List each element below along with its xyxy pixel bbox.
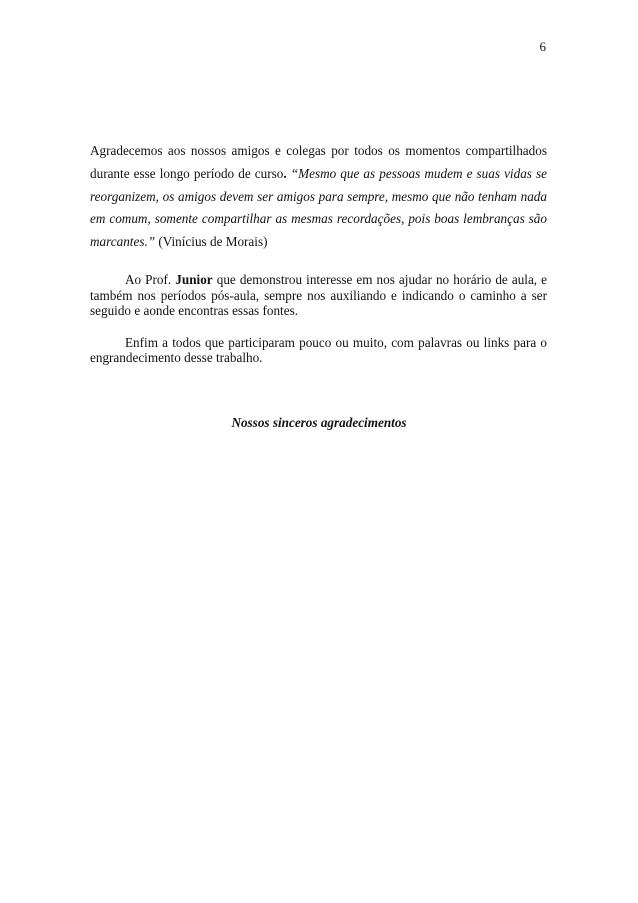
professor-name: Junior [175,271,213,287]
page-number: 6 [539,39,546,54]
acknowledgement-paragraph-friends [90,140,547,254]
acknowledgement-paragraph-professor [90,272,547,319]
vinicius-quote: “Mesmo que as pessoas mudem e suas vidas se reorganizem, os amigos devem ser amigos para sempre, mesmo que não tenham nada em comum, somente compartilhar as mesmas recordações, pois boas lembranças são marcantes.” [90,165,548,250]
professor-text: que demonstrou interesse em nos ajudar no horário de aula, e também nos períodos pós-aula, sempre nos auxiliando e indicando o caminho a ser seguido e aonde encontras essas fontes. [90,271,548,319]
acknowledgements-body [90,140,547,366]
quote-author: (Vinícius de Morais) [158,234,268,250]
friends-text: Agradecemos aos nossos amigos e colegas por todos os momentos compartilhados durante esse longo período de curso [90,143,547,181]
professor-prefix: Ao Prof. [125,271,172,287]
sentence-period: . [283,165,287,181]
closing-thanks: Nossos sinceros agradecimentos [231,415,407,430]
acknowledgement-paragraph-everyone: Enfim a todos que participaram pouco ou muito, com palavras ou links para o engrandecimento desse trabalho. [90,334,547,366]
